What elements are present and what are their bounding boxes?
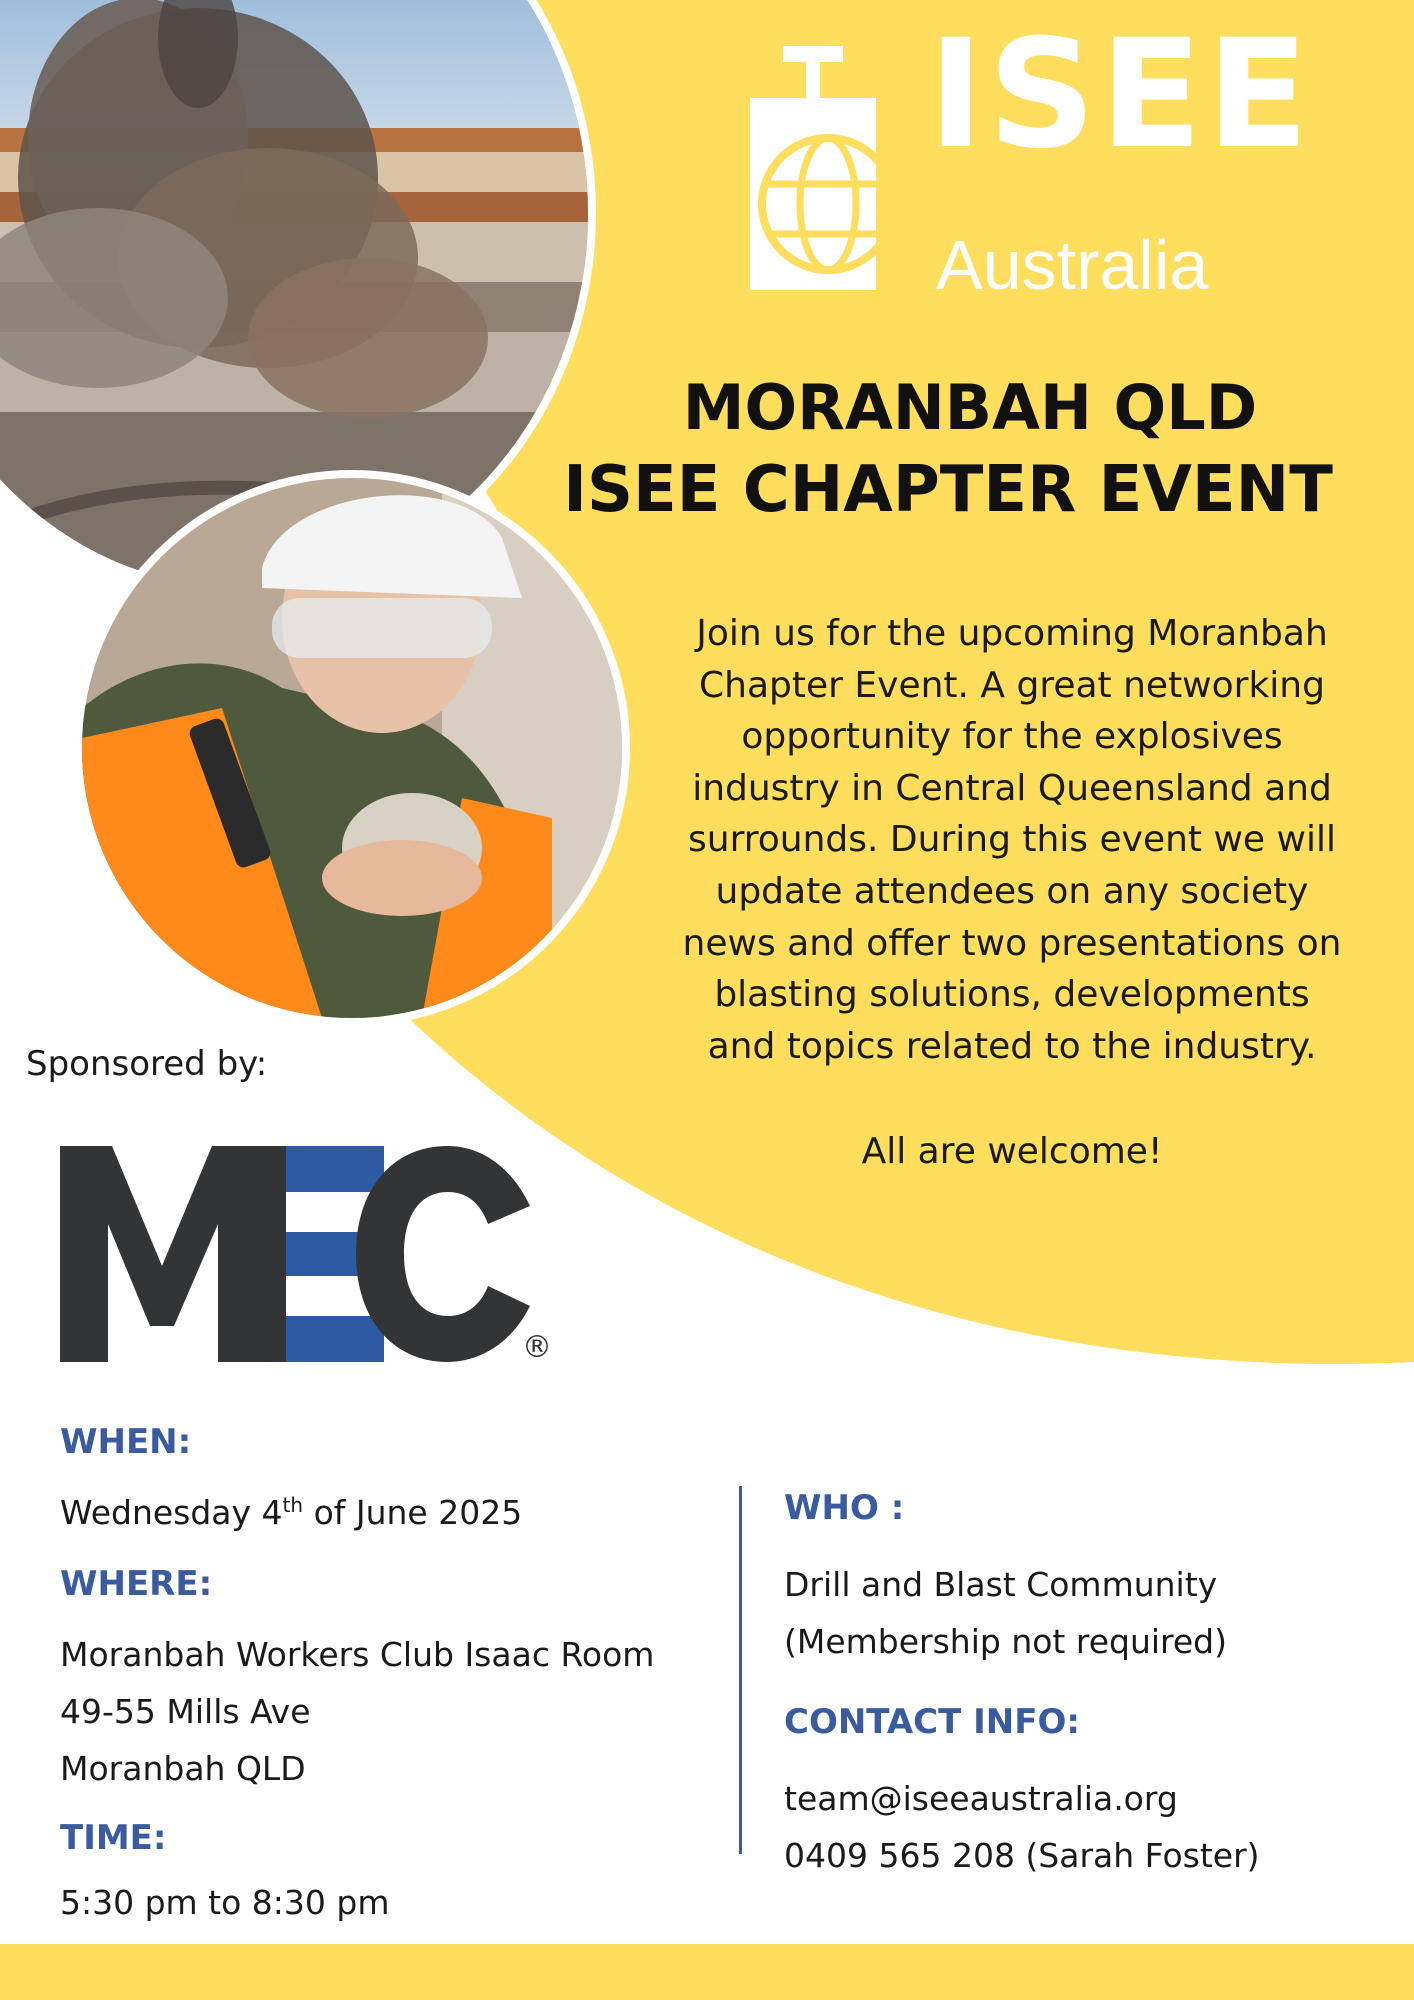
venue-street: 49-55 Mills Ave [60, 1692, 311, 1731]
description-line: update attendees on any society [715, 870, 1309, 912]
description-line: and topics related to the industry. [707, 1025, 1317, 1067]
who-value [784, 1556, 1227, 1670]
description-line: opportunity for the explosives [741, 716, 1283, 758]
australia-logo-text: Australia [936, 226, 1209, 304]
who-audience: Drill and Blast Community [784, 1565, 1218, 1604]
description-line: news and offer two presentations on [682, 922, 1342, 964]
registered-trademark-icon: ® [522, 1330, 552, 1365]
mec-sponsor-logo [60, 1146, 560, 1376]
event-date-ordinal: th [282, 1493, 304, 1517]
description-line: industry in Central Queensland and [692, 767, 1332, 809]
contact-value [784, 1770, 1260, 1884]
column-divider [739, 1486, 742, 1854]
event-date-rest: of June 2025 [303, 1493, 523, 1532]
description-line: Join us for the upcoming Moranbah [696, 613, 1328, 654]
who-heading: WHO : [784, 1488, 905, 1528]
description-line: surrounds. During this event we will [688, 819, 1336, 861]
time-heading: TIME: [60, 1818, 167, 1858]
venue-name: Moranbah Workers Club Isaac Room [60, 1635, 655, 1674]
isee-logo-text: ISEE [928, 8, 1313, 182]
contact-heading: CONTACT INFO: [784, 1702, 1080, 1742]
welcome-text: All are welcome! [861, 1131, 1163, 1172]
event-title-location: MORANBAH QLD [682, 371, 1258, 444]
when-heading: WHEN: [60, 1422, 192, 1462]
isee-australia-logo [748, 8, 1313, 304]
sponsored-by-label: Sponsored by: [26, 1044, 268, 1084]
where-value [60, 1626, 654, 1797]
event-description [632, 608, 1392, 1072]
who-membership-note: (Membership not required) [784, 1622, 1228, 1661]
description-line: Chapter Event. A great networking [699, 664, 1325, 706]
footer-bar [0, 1944, 1414, 2000]
event-date-day: Wednesday 4 [60, 1493, 283, 1532]
venue-town: Moranbah QLD [60, 1749, 306, 1788]
isee-detonator-mark-icon [748, 44, 878, 294]
worker-photo [74, 470, 630, 1026]
contact-email[interactable]: team@iseeaustralia.org [784, 1779, 1178, 1818]
event-title-name: ISEE CHAPTER EVENT [563, 452, 1333, 527]
contact-phone[interactable]: 0409 565 208 (Sarah Foster) [784, 1836, 1260, 1875]
event-title [560, 368, 1380, 532]
description-line: blasting solutions, developments [714, 974, 1310, 1016]
where-heading: WHERE: [60, 1564, 213, 1604]
when-value [60, 1484, 522, 1541]
time-value: 5:30 pm to 8:30 pm [60, 1883, 390, 1922]
